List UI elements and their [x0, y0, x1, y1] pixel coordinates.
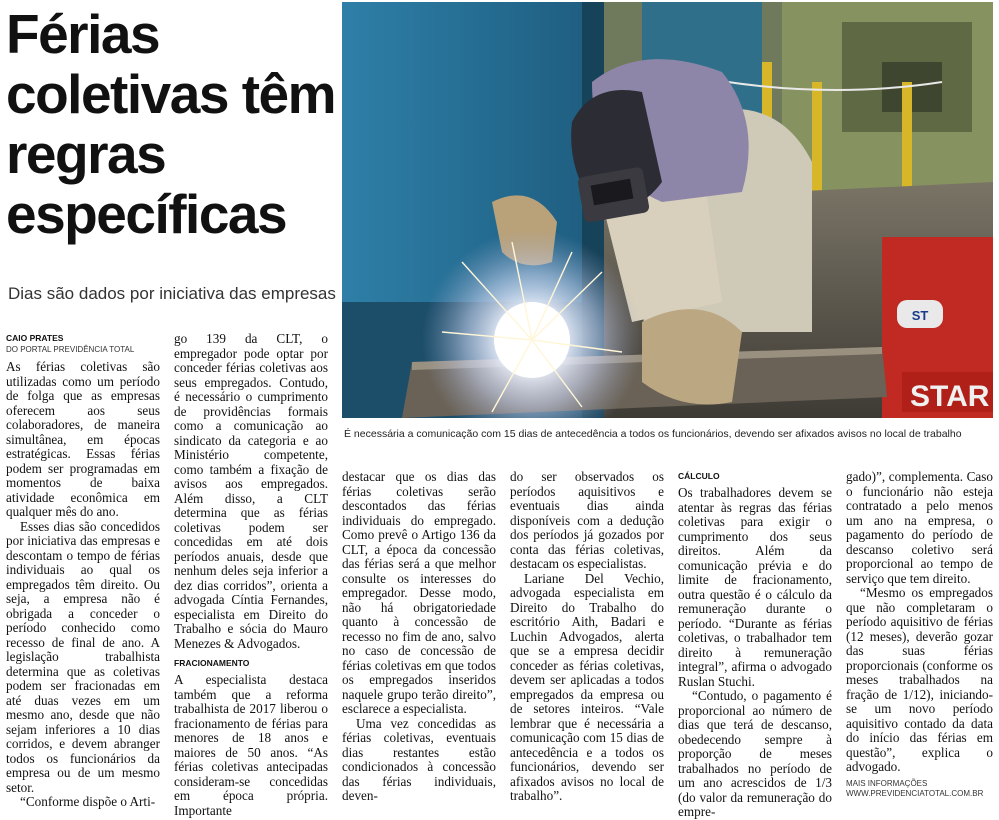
- byline-author: CAIO PRATES: [6, 333, 64, 343]
- paragraph: As férias coletivas são utilizadas como um período de folga que as empresas oferecem aos seus colaboradores, de maneira simultânea, em épocas estratégicas. Essas férias podem ser programadas em momentos de baixa atividade econômica em qualquer mês do ano.: [6, 359, 160, 519]
- paragraph: destacar que os dias das férias coletivas serão descontados das férias individuais do empregado. Como prevê o Artigo 136 da CLT, a época da concessão das férias será a que melhor consulte os interesses do empregador. Desse modo, não há obrigatoriedade quanto à concessão de recesso no fim de ano, salvo no caso de concessão de férias coletivas em que todos os empregados inseridos naquele grupo terão direito”, esclarece a especialista.: [342, 469, 496, 716]
- more-info-label: MAIS INFORMAÇÕES: [846, 778, 928, 788]
- paragraph: Os trabalhadores devem se atentar às regras das férias coletivas para exigir o cumprimento dos seus direitos. Além da comunicação prévia e do limite de fracionamento, outra questão é o cálculo da remuneração durante o período. “Durante as férias coletivas, o trabalhador tem direito à remuneração integral”, afirma o advogado Ruslan Stuchi.: [678, 485, 832, 689]
- machine-sign-text: ST: [911, 308, 929, 323]
- paragraph: Lariane Del Vechio, advogada especialista em Direito do Trabalho do escritório Aith, Badari e Luchin Advogados, alerta que se a empresa decidir conceder as férias coletivas, devem ser aplicadas a todos empregados da empresa ou de setores inteiros. “Vale lembrar que é necessária a comunicação com 15 dias de antecedência e a todos os funcionários, devendo ser afixados avisos no local de trabalho”.: [510, 570, 664, 803]
- paragraph: Esses dias são concedidos por iniciativa das empresas e descontam o tempo de férias individuais ao qual os empregados têm direito. Ou seja, a empresa não é obrigada a conceder o período conhecido como recesso de final de ano. A legislação trabalhista determina que as coletivas podem ser fracionadas em até duas vezes em um mesmo ano, desde que não sejam inferiores a 10 dias corridos, e devem abranger todos os funcionários da empresa ou de um mesmo setor.: [6, 518, 160, 795]
- paragraph: do ser observados os períodos aquisitivos e eventuais dias ainda disponíveis com a dedução dos períodos já gozados por conta das férias coletivas, destacam os especialistas.: [510, 469, 664, 571]
- welder-photo: [342, 2, 993, 418]
- more-info-link[interactable]: WWW.PREVIDENCIATOTAL.COM.BR: [846, 788, 984, 798]
- byline-source: DO PORTAL PREVIDÊNCIA TOTAL: [6, 345, 135, 354]
- text-column-5: [678, 470, 832, 820]
- paragraph: “Mesmo os empregados que não completaram o período aquisitivo de férias (12 meses), deverão gozar das suas férias proporcionais (conforme os meses trabalhados na fração de 1/12), iniciando-se um novo período aquisitivo contado da data do início das férias em questão”, explica o advogado.: [846, 585, 993, 774]
- text-column-1: [6, 332, 160, 810]
- photo-caption: É necessária a comunicação com 15 dias de antecedência a todos os funcionários, devendo ser afixados avisos no local de trabalho: [344, 428, 962, 440]
- paragraph: A especialista destaca também que a reforma trabalhista de 2017 liberou o fracionamento de férias para menores de 18 anos e maiores de 50 anos. “As férias coletivas antecipadas consideram-se concedidas em época própria. Importante: [174, 672, 328, 818]
- paragraph: “Conforme dispõe o Arti-: [20, 794, 156, 809]
- text-column-2: [174, 332, 328, 818]
- text-column-4: [510, 470, 664, 804]
- paragraph: Uma vez concedidas as férias coletivas, eventuais dias restantes estão condicionados à concessão das férias individuais, deven-: [342, 715, 496, 803]
- welder-illustration: [342, 2, 993, 418]
- machine-brand-text: STAR: [910, 380, 990, 413]
- text-column-6: [846, 470, 993, 799]
- paragraph: gado)”, complementa. Caso o funcionário não esteja contratado a pelo menos um ano na empresa, o pagamento do período de descanso coletivo será proporcional ao tempo de serviço que tem direito.: [846, 469, 993, 586]
- section-heading-fracionamento: FRACIONAMENTO: [174, 658, 250, 668]
- paragraph: “Contudo, o pagamento é proporcional ao número de dias que terá de descanso, obedecendo sempre à proporção de meses trabalhados no período de um ano acrescidos de 1/3 (do valor da remuneração do empre-: [678, 688, 832, 819]
- paragraph: go 139 da CLT, o empregador pode optar por conceder férias coletivas aos seus empregados. Contudo, é necessário o cumprimento de providências formais como a comunicação ao sindicato da categoria e ao Ministério competente, como também a fixação de avisos aos empregados. Além disso, a CLT determina que as férias coletivas podem ser concedidas em até dois períodos anuais, desde que nenhum deles seja inferior a dez dias corridos”, orienta a advogada Cíntia Fernandes, especialista em Direito do Trabalho e sócia do Mauro Menezes & Advogados.: [174, 331, 328, 651]
- headline: Férias coletivas têm regras específicas: [6, 3, 336, 245]
- text-column-3: [342, 470, 496, 804]
- section-heading-calculo: CÁLCULO: [678, 471, 720, 481]
- subtitle: Dias são dados por iniciativa das empresas: [8, 284, 336, 303]
